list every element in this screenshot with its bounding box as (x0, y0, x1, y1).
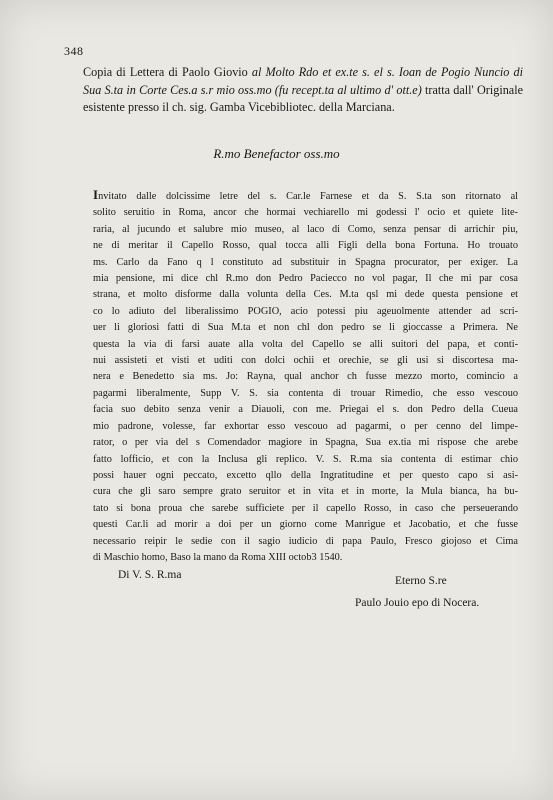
letter-line: questi Car.li ad morir a doi per un giorno come Manrigue et Jacobatio, et che fusse (93, 519, 518, 531)
letter-line: ms. Carlo da Fano q l constituto ad substituir in Spagna procurator, per exiger. La (93, 256, 518, 268)
letter-line: possi hauer ogni peccato, excetto qllo della Ingratitudine et per questo capo si asi- (93, 469, 518, 481)
letter-heading (83, 64, 523, 117)
letter-line: ne di meritar il Capello Rosso, qual tocca alli Figli della bona Fortuna. Ho trouato (93, 240, 518, 252)
letter-line: uer li gloriosi fatti di Sua M.ta et non chl don pedro se li gioccasse a Primera. Ne (93, 322, 518, 334)
letter-line: mia pensione, mi dice chl R.mo don Pedro Paciecco no vol pagar, Il che mi par cosa (93, 273, 518, 285)
letter-line: co lo adiuto del liberalissimo POGIO, acio potessi piu ageuolmente attender ad scri- (93, 305, 518, 317)
letter-line: questa la via di farsi auate alla volta del Capello se alli suitori del papa, et conti- (93, 338, 518, 350)
letter-line-text: nvitato dalle dolcissime letre del s. Car.le Farnese et da S. S.ta son ritornato al (98, 191, 518, 202)
heading-text-source: tratta dall' Originale esistente presso il ch. sig. Gamba Vicebibliotec. della Marciana. (83, 82, 524, 114)
page-number: 348 (64, 44, 84, 58)
letter-line: facia suo debito senza venir a Diauoli, con me. Priegai el s. don Pedro della Cueua (93, 404, 518, 416)
letter-line: rator, o per via del s Comendador magiore in Spagna, Sua ex.tia mi rispose che arebe (93, 437, 518, 449)
initial-letter: I (93, 187, 99, 202)
letter-line: di Maschio homo, Baso la mano da Roma XIII octob3 1540. (93, 551, 343, 563)
letter-line (93, 187, 518, 205)
letter-line: mio padrone, volesse, far exhortar esso vescouo ad pagarmi, o per cenno del limpe- (93, 420, 518, 432)
letter-line: raria, al jucundo et salubre mio museo, al laco di Como, senza pensar di arrichir piu, (93, 223, 518, 235)
letter-line: fatto lofficio, et con la Inclusa gli replico. V. S. R.ma sia contenta di estimar chio (93, 453, 518, 465)
heading-text-roman: Copia di Lettera di Paolo Giovio (83, 65, 252, 79)
heading-text-italic: al Molto Rdo et ex.te s. el s. Ioan de Pogio Nuncio di Sua S.ta in Corte Ces.a s.r mio oss.mo (fu recept.ta al ultimo d' ott.e) (83, 65, 523, 97)
letter-line: pagarmi liberalmente, Supp V. S. sia contenta di trouar Rimedio, che esso vescouo (93, 387, 518, 399)
salutation: R.mo Benefactor oss.mo (213, 146, 340, 161)
letter-line: solito seruitio in Roma, ancor che hormai vechiarello mi godessi l' ocio et quiete lite- (93, 207, 518, 219)
letter-line: necessario reipir le sedie con il sagio iudicio di papa Paulo, Fresco giojoso et Cima (93, 535, 518, 547)
signature-line-1: Eterno S.re (395, 575, 447, 587)
letter-body (93, 187, 518, 566)
letter-line: nera e Benedetto sia ms. Jo: Rayna, qual anchor ch fusse mezzo morto, comincio a (93, 371, 518, 383)
letter-line: nui assisteti et visti et uditi con dolci ochii et orechie, se gli usi si discortesa ma- (93, 355, 518, 367)
letter-line: cura che gli saro sempre grato seruitor et in vita et in morte, la Mula bianca, ha bu- (93, 486, 518, 498)
closing-formula: Di V. S. R.ma (118, 569, 182, 581)
signature-line-2: Paulo Jouio epo di Nocera. (355, 597, 480, 609)
letter-line: tato si bona proua che sarebe sufficiete per il capello Rosso, in caso che perseuerando (93, 502, 518, 514)
letter-line: strana, et molto disforme dalla volunta della Ces. M.ta qsl mi dede questa pensione et (93, 289, 518, 301)
